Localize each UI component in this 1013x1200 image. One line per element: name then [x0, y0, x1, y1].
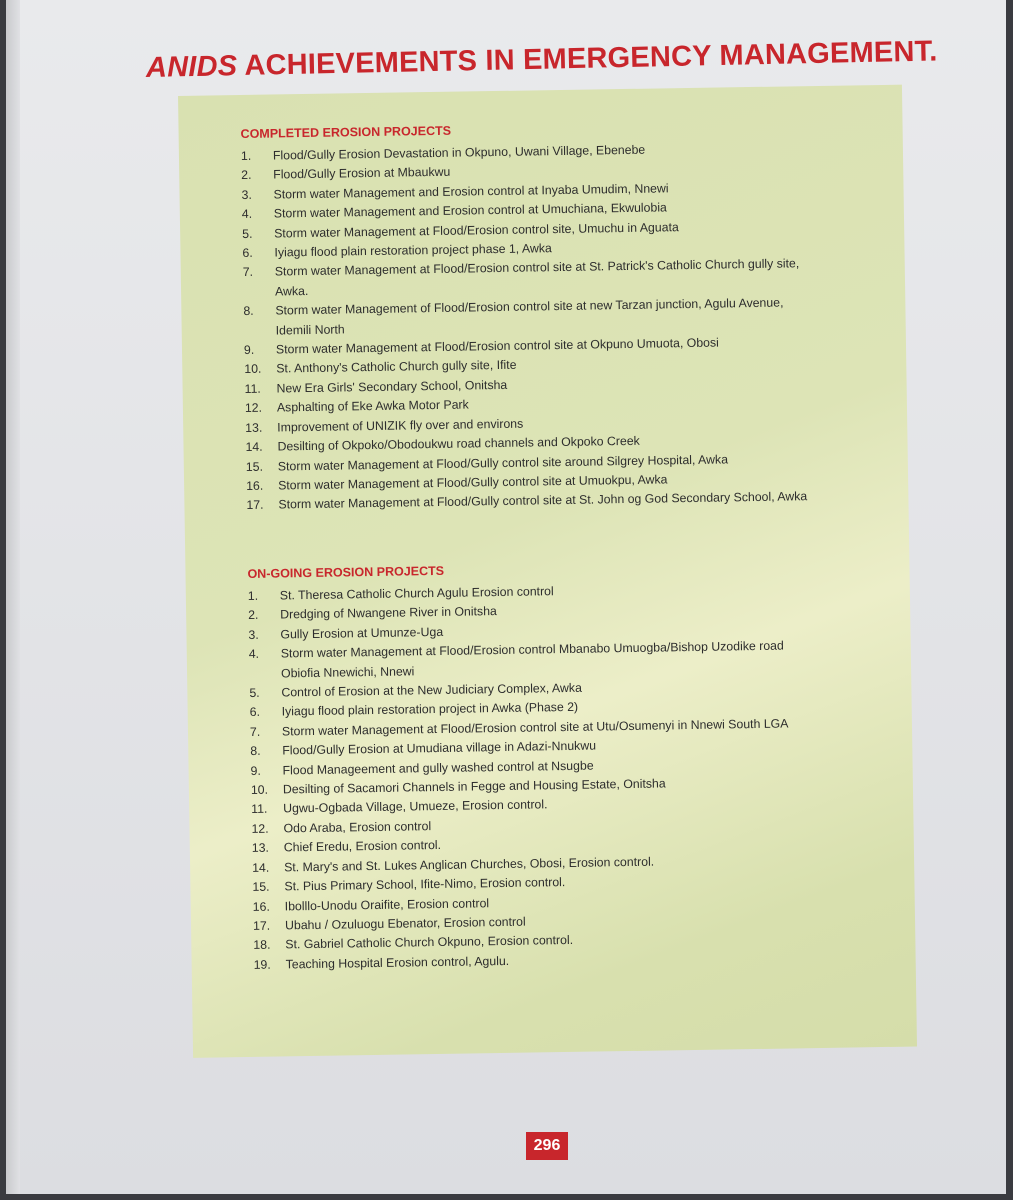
item-number: 6. [249, 705, 261, 720]
item-text: Storm water Management at Flood/Gully control site around Silgrey Hospital, Awka [277, 451, 729, 473]
item-text: Flood Manageement and gully washed control at Nsugbe [282, 758, 594, 778]
item-number: 9. [243, 342, 255, 358]
document-page [6, 0, 1006, 1194]
item-text: Flood/Gully Erosion at Mbaukwu [273, 165, 451, 182]
item-number: 4. [248, 647, 260, 662]
item-text: Teaching Hospital Erosion control, Agulu. [285, 953, 510, 972]
item-number: 19. [253, 957, 271, 972]
item-text: Improvement of UNIZIK fly over and environs [277, 416, 524, 435]
item-text: Dredging of Nwangene River in Onitsha [280, 604, 497, 622]
item-number: 3. [241, 187, 252, 202]
item-text: St. Pius Primary School, Ifite-Nimo, Erosion control. [284, 875, 566, 894]
item-number: 14. [245, 439, 263, 455]
item-number: 16. [252, 899, 270, 914]
item-text: St. Theresa Catholic Church Agulu Erosion control [279, 584, 554, 603]
item-number: 10. [250, 782, 269, 798]
item-number: 3. [248, 627, 259, 642]
item-number: 7. [249, 724, 261, 739]
item-text: Storm water Management at Flood/Erosion control site at Okpuno Umuota, Obosi [275, 335, 719, 357]
page-number: 296 [526, 1132, 568, 1160]
item-number: 14. [252, 860, 270, 875]
item-number: 1. [247, 588, 259, 603]
ongoing-list [248, 578, 826, 975]
item-text: Storm water Management at Flood/Gully control site at St. John og God Secondary School, Awka [278, 489, 808, 512]
item-text: Storm water Management and Erosion control at Inyaba Umudim, Nnewi [273, 181, 669, 202]
item-text: Odo Araba, Erosion control [283, 818, 432, 836]
item-number: 4. [241, 207, 253, 222]
item-number: 12. [251, 821, 269, 836]
item-text: Chief Eredu, Erosion control. [283, 838, 442, 855]
item-text: St. Anthony's Catholic Church gully site, Ifite [276, 358, 517, 376]
completed-section [240, 118, 818, 516]
title-rest: ACHIEVEMENTS IN EMERGENCY MANAGEMENT. [236, 35, 938, 83]
item-number: 2. [241, 168, 252, 183]
item-number: 6. [242, 245, 253, 261]
item-text: Flood/Gully Erosion Devastation in Okpuno, Uwani Village, Ebenebe [272, 142, 646, 163]
item-text: Storm water Management at Flood/Erosion control site at St. Patrick's Catholic Church gully site, Awka. [274, 256, 800, 299]
title-anids: ANIDS [145, 50, 238, 84]
item-number: 16. [246, 478, 264, 493]
ongoing-section [247, 558, 825, 975]
item-text: Storm water Management at Flood/Erosion control site, Umuchu in Aguata [274, 219, 679, 241]
item-number: 8. [243, 304, 254, 319]
item-number: 15. [245, 459, 264, 474]
item-text: Storm water Management at Flood/Erosion control Mbanabo Umuogba/Bishop Uzodike road Obiofia Nnewichi, Nnewi [280, 638, 784, 681]
item-number: 12. [244, 401, 263, 416]
completed-list [241, 138, 819, 516]
item-number: 7. [242, 265, 254, 280]
item-number: 2. [248, 608, 259, 623]
item-number: 15. [252, 879, 270, 895]
item-number: 5. [249, 685, 260, 700]
item-text: Ugwu-Ogbada Village, Umueze, Erosion control. [283, 797, 548, 816]
item-text: Ibolllo-Unodu Oraifite, Erosion control [284, 895, 490, 913]
item-text: Asphalting of Eke Awka Motor Park [276, 397, 469, 415]
item-number: 18. [253, 937, 271, 953]
item-number: 1. [240, 148, 252, 164]
item-text: Iyiagu flood plain restoration project phase 1, Awka [274, 241, 552, 260]
item-text: New Era Girls' Secondary School, Onitsha [276, 377, 508, 396]
item-text: Control of Erosion at the New Judiciary Complex, Awka [281, 680, 582, 700]
item-number: 9. [250, 763, 261, 778]
item-number: 5. [242, 226, 253, 241]
completed-heading: COMPLETED EROSION PROJECTS [240, 123, 452, 142]
item-text: Gully Erosion at Umunze-Uga [280, 624, 444, 642]
item-number: 10. [244, 362, 262, 377]
page-title [146, 34, 1006, 85]
item-text: Storm water Management at Flood/Gully control site at Umuokpu, Awka [278, 472, 668, 493]
item-text: Iyiagu flood plain restoration project in Awka (Phase 2) [281, 700, 579, 719]
item-text: Flood/Gully Erosion at Umudiana village in Adazi-Nnukwu [282, 738, 597, 758]
item-number: 17. [246, 498, 264, 513]
item-number: 13. [245, 420, 263, 435]
ongoing-heading: ON-GOING EROSION PROJECTS [247, 563, 445, 581]
item-number: 11. [244, 381, 261, 396]
item-number: 17. [252, 918, 271, 933]
item-text: Ubahu / Ozuluogu Ebenator, Erosion control [284, 914, 526, 933]
page-edge [6, 0, 20, 1194]
item-text: St. Gabriel Catholic Church Okpuno, Erosion control. [285, 933, 574, 952]
item-number: 8. [250, 744, 261, 759]
item-text: St. Mary's and St. Lukes Anglican Churches, Obosi, Erosion control. [284, 854, 655, 875]
item-text: Storm water Management at Flood/Erosion control site at Utu/Osumenyi in Nnewi South LGA [281, 716, 789, 739]
item-number: 11. [251, 802, 268, 817]
item-text: Desilting of Sacamori Channels in Fegge and Housing Estate, Onitsha [282, 776, 666, 797]
item-text: Storm water Management of Flood/Erosion control site at new Tarzan junction, Agulu Avenue, Idemili North [275, 295, 784, 338]
content-panel [178, 85, 917, 1058]
item-text: Desilting of Okpoko/Obodoukwu road channels and Okpoko Creek [277, 433, 640, 454]
item-text: Storm water Management and Erosion control at Umuchiana, Ekwulobia [273, 200, 667, 221]
item-number: 13. [251, 840, 270, 856]
